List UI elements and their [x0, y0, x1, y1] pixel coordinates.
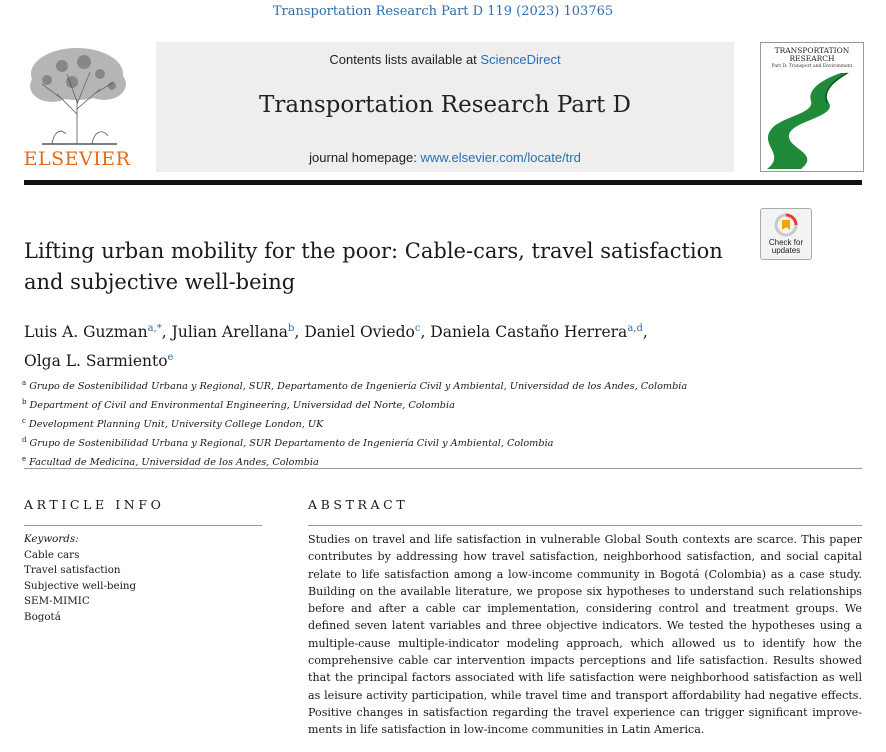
cover-title — [761, 47, 863, 63]
journal-homepage-link[interactable]: www.elsevier.com/locate/trd — [420, 150, 581, 165]
author-name[interactable]: Daniel Oviedo — [304, 323, 415, 342]
cover-title-line1: TRANSPORTATION — [774, 46, 850, 55]
affiliation-text: Development Planning Unit, University College London, UK — [28, 419, 324, 431]
author-affiliation-link[interactable]: c — [414, 323, 421, 334]
header-rule — [24, 180, 862, 185]
keyword-item: SEM-MIMIC — [24, 595, 90, 607]
affiliation-text: Facultad de Medicina, Universidad de los Andes, Colombia — [29, 456, 319, 468]
author-affiliation-link[interactable]: a,d — [627, 323, 643, 334]
contents-line — [156, 52, 734, 67]
contents-prefix: Contents lists available at — [329, 52, 481, 67]
homepage-line — [156, 150, 734, 165]
author-separator: , — [420, 323, 431, 342]
affiliation-item — [22, 433, 822, 452]
author-list — [24, 316, 784, 374]
check-updates-label — [761, 239, 811, 255]
affiliation-item — [22, 376, 822, 395]
author-separator: , — [294, 323, 305, 342]
author-affiliation-link[interactable]: e — [167, 352, 174, 364]
keywords-label: Keywords: — [24, 533, 79, 545]
affiliation-text: Grupo de Sostenibilidad Urbana y Regional, SUR Departamento de Ingeniería Civil y Ambiental, Colombia — [29, 438, 554, 450]
affiliation-list — [22, 376, 822, 471]
affiliation-item — [22, 395, 822, 414]
check-updates-icon — [774, 213, 798, 237]
affiliation-key: c — [22, 416, 26, 425]
author-name[interactable]: Daniela Castaño Herrera — [430, 323, 628, 342]
affiliation-key: b — [22, 397, 27, 406]
journal-header — [156, 42, 734, 172]
tree-icon — [22, 44, 132, 148]
journal-citation-link[interactable]: Transportation Research Part D 119 (2023) 103765 — [272, 4, 614, 19]
author-name[interactable]: Olga L. Sarmiento — [24, 352, 168, 371]
homepage-prefix: journal homepage: — [309, 150, 421, 165]
affiliation-item — [22, 414, 822, 433]
keyword-item: Cable cars — [24, 548, 80, 561]
article-info-rule — [24, 525, 262, 526]
sciencedirect-link[interactable]: ScienceDirect — [480, 52, 561, 67]
abstract-text: Studies on travel and life satisfaction in vulnerable Global South contexts are scarce. This paper contributes by addressing how travel satisfaction, neighborhood satisfaction, and social capital relate to life satisfaction among a low-income community in Bogotá (Colombia) as a case study. Building on the available literature, we propose six hypotheses to understand such relationships before and after a cable car implementation, considering control and treatment groups. We defined seven latent variables and three objective indicators. We tested the hypotheses using a multiple-cause multiple-indicator modeling approach, which allowed us to identify how the comprehensive cable car intervention impacts perceptions and life satisfaction. Results showed that the principal factors associated with life satisfaction were neighborhood satisfaction as well as leisure activity participation, while travel time and transport affordability had negative effects. Positive changes in satisfaction regarding the travel experience can trigger significant improvements in life satisfaction in low-income communities in Latin America. — [308, 533, 862, 737]
keyword-item: Bogotá — [24, 610, 61, 623]
author-affiliation-link[interactable]: a,* — [147, 323, 162, 334]
author-separator: , — [642, 323, 648, 342]
cover-subtitle: Part D: Transport and Environment — [771, 64, 853, 69]
cover-title-line2: RESEARCH — [789, 54, 835, 63]
author-name[interactable]: Luis A. Guzman — [24, 323, 148, 342]
keywords-block — [24, 532, 264, 625]
affiliation-key: a — [22, 379, 27, 387]
check-for-updates-button[interactable] — [760, 208, 812, 260]
abstract-rule — [308, 525, 862, 526]
affiliation-key: e — [22, 454, 27, 463]
affiliation-key: d — [22, 435, 27, 444]
article-info-heading: ARTICLE INFO — [24, 497, 165, 512]
author-separator: , — [161, 323, 172, 342]
affiliation-text: Grupo de Sostenibilidad Urbana y Regional, SUR, Departamento de Ingeniería Civil y Ambiental, Universidad de los Andes, Colombia — [29, 381, 688, 393]
check-updates-line1: Check for — [768, 238, 804, 247]
author-name[interactable]: Julian Arellana — [171, 323, 289, 342]
elsevier-wordmark: ELSEVIER — [23, 148, 131, 170]
road-graphic-icon — [761, 71, 863, 171]
affiliation-divider — [24, 468, 862, 469]
keyword-item: Travel satisfaction — [24, 564, 121, 576]
author-affiliation-link[interactable]: b — [288, 323, 295, 334]
abstract-heading: ABSTRACT — [308, 497, 409, 512]
keyword-item: Subjective well-being — [24, 579, 137, 592]
affiliation-text: Department of Civil and Environmental Engineering, Universidad del Norte, Colombia — [29, 400, 455, 412]
paper-title: Lifting urban mobility for the poor: Cable-cars, travel satisfaction and subjective well-being — [24, 239, 723, 294]
journal-cover[interactable] — [760, 42, 864, 172]
check-updates-line2: updates — [771, 246, 801, 255]
journal-title: Transportation Research Part D — [259, 92, 631, 118]
